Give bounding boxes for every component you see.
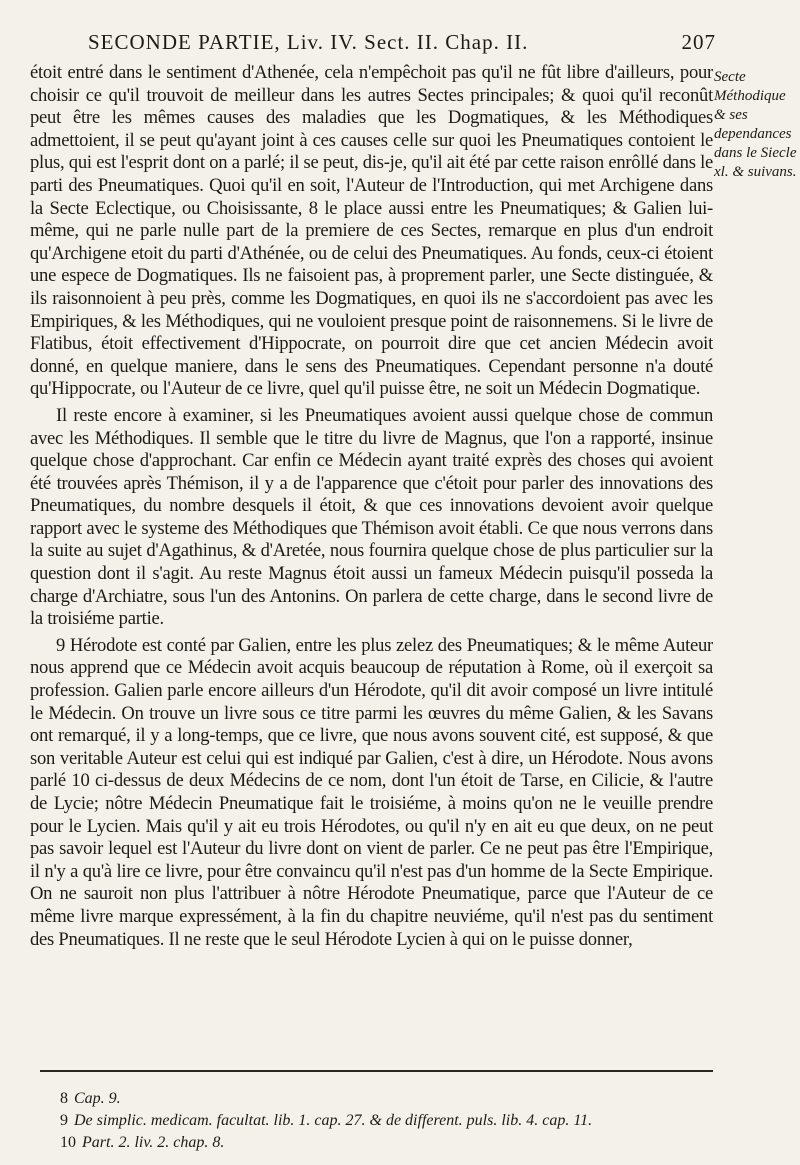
paragraph-1: étoit entré dans le sentiment d'Athenée, cela n'empêchoit pas qu'il ne fût libre d'ailleurs, pour choisir ce qu'il trouvoit de meilleur dans les autres Sectes principales; & quoi qu'il reconût peut être les mêmes causes des maladies que les Dogmatiques, & les Méthodiques admettoient, il se peut qu'ayant joint à ces causes celle sur quoi les Pneumatiques contoient le plus, qui est l'esprit dont on a parlé; il se peut, dis-je, qu'il ait été par cette raison enrôllé dans le parti des Pneumatiques. Quoi qu'il en soit, l'Auteur de l'Introduction, qui met Archigene dans la Secte Eclectique, ou Choisissante, 8 le place aussi entre les Pneumatiques; & Galien lui-même, qui ne parle nulle part de la premiere de ces Sectes, remarque en plus d'un endroit qu'Archigene etoit du parti d'Athénée, ou de celui des Pneumatiques. Au fonds, ceux-ci étoient une espece de Dogmatiques. Ils ne faisoient pas, à proprement parler, une Secte distinguée, & ils raisonnoient à peu près, comme les Dogmatiques, en quoi ils ne s'accordoient pas avec les Empiriques, & les Méthodiques, qui ne vouloient presque point de raisonnemens. Si le livre de Flatibus, étoit effectivement d'Hippocrate, on pourroit dire que cet ancien Médecin avoit donné, en quelque maniere, dans le sens des Pneumatiques. Cependant personne n'a douté qu'Hippocrate, ou l'Auteur de ce livre, quel qu'il puisse être, ne soit un Médecin Dogmatique. xyxy=(30,62,713,400)
footnote-8 xyxy=(60,1088,715,1110)
page-header xyxy=(88,30,716,60)
footnote-text: Cap. 9. xyxy=(74,1090,121,1107)
footnote-number: 9 xyxy=(60,1112,68,1129)
paragraph-2: Il reste encore à examiner, si les Pneumatiques avoient aussi quelque chose de commun avec les Méthodiques. Il semble que le titre du livre de Magnus, que l'on a rapporté, insinue quelque chose d'approchant. Car enfin ce Médecin ayant traité exprès des choses qui avoient été trouvées après Thémison, il y a de l'apparence que c'étoit pour parler des innovations des Pneumatiques, du nombre desquels il étoit, & que ces innovations devoient avoir quelque rapport avec le systeme des Méthodiques que Thémison avoit établi. Ce que nous verrons dans la suite au sujet d'Agathinus, & d'Aretée, nous fournira quelque chose de plus particulier sur la question dont il s'agit. Au reste Magnus étoit aussi un fameux Médecin puisqu'il posseda la charge d'Archiatre, sous l'un des Antonins. On parlera de cette charge, dans le second livre de la troisiéme partie. xyxy=(30,404,713,630)
paragraph-3: 9 Hérodote est conté par Galien, entre les plus zelez des Pneumatiques; & le même Auteur nous apprend que ce Médecin avoit acquis beaucoup de réputation à Rome, où il exerçoit sa profession. Galien parle encore ailleurs d'un Hérodote, qu'il dit avoir composé un livre intitulé le Médecin. On trouve un livre sous ce titre parmi les œuvres du même Galien, & les Savans ont remarqué, il y a long-temps, que ce livre, que nous avons souvent cité, est supposé, & que son veritable Auteur est celui qui est indiqué par Galien, c'est à dire, un Hérodote. Nous avons parlé 10 ci-dessus de deux Médecins de ce nom, dont l'un étoit de Tarse, en Cilicie, & l'autre de Lycie; nôtre Médecin Pneumatique fait le troisiéme, à moins qu'on ne le veuille prendre pour le Lycien. Mais qu'il y ait eu trois Hérodotes, ou qu'il n'y en ait eu que deux, on ne peut pas savoir lequel est l'Auteur du livre dont on vient de parler. Ce ne peut pas être l'Empirique, il n'y a qu'à lire ce livre, pour être convaincu qu'il n'est pas d'un homme de la Secte Empirique. On ne sauroit non plus l'attribuer à nôtre Hérodote Pneumatique, parce que l'Auteur de ce même livre marque expressément, à la fin du chapitre neuviéme, qu'il n'est pas du sentiment des Pneumatiques. Il ne reste que le seul Hérodote Lycien à qui on le puisse donner, xyxy=(30,634,713,950)
running-title: SECONDE PARTIE, Liv. IV. Sect. II. Chap. II. xyxy=(88,30,529,54)
footnote-rule xyxy=(40,1070,713,1072)
footnote-text: De simplic. medicam. facultat. lib. 1. cap. 27. & de different. puls. lib. 4. cap. 11. xyxy=(74,1112,593,1129)
page-number: 207 xyxy=(681,30,716,54)
footnote-number: 8 xyxy=(60,1090,68,1107)
footnotes xyxy=(60,1088,715,1154)
footnote-number: 10 xyxy=(60,1134,76,1151)
footnote-9 xyxy=(60,1110,715,1132)
main-text xyxy=(30,62,713,951)
footnote-10 xyxy=(60,1132,715,1154)
marginal-note: Secte Méthodique & ses dependances dans le Siecle xl. & suivans. xyxy=(714,69,797,180)
footnote-text: Part. 2. liv. 2. chap. 8. xyxy=(82,1134,225,1151)
